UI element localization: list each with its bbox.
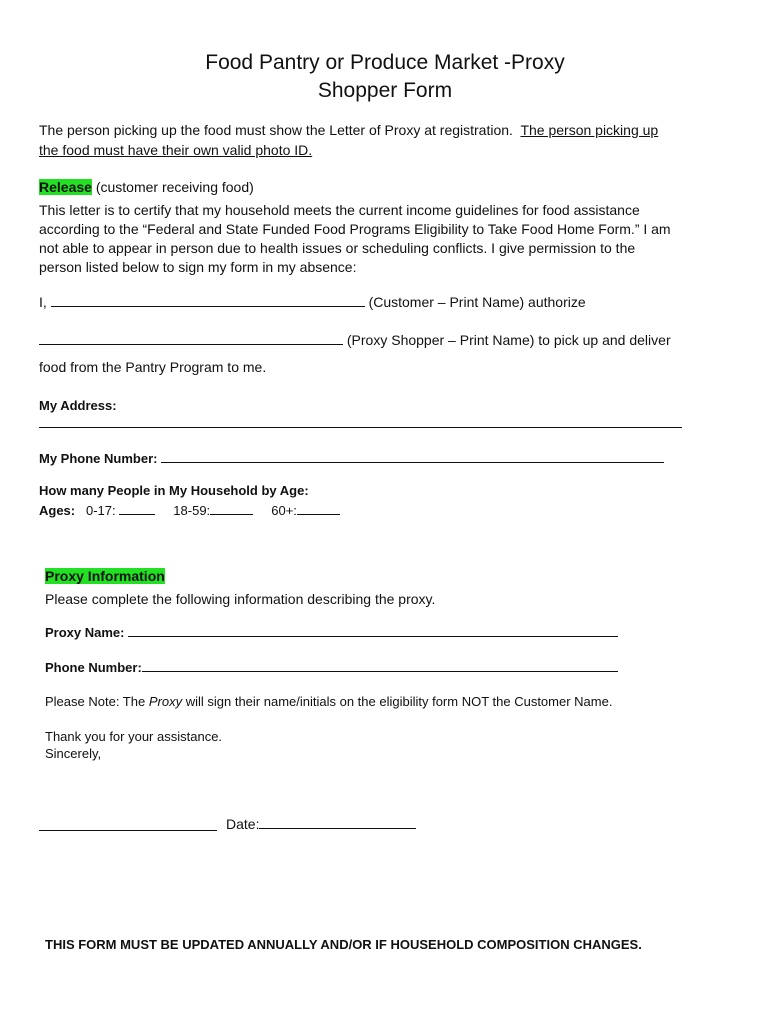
age-group-0-17-label: 0-17: <box>85 503 116 518</box>
proxy-phone-label: Phone Number: <box>45 660 142 675</box>
ages-label: Ages: <box>39 503 76 518</box>
release-line-2: according to the “Federal and State Funded Food Programs Eligibility to Take Food Home Form.” I am <box>39 221 671 237</box>
customer-authorization-row <box>39 292 586 312</box>
proxy-note <box>45 693 612 711</box>
date-label: Date: <box>226 816 260 832</box>
release-line-3: not able to appear in person due to health issues or scheduling conflicts. I give permission to the <box>39 240 636 256</box>
intro-text: The person picking up the food must show the Letter of Proxy at registration. <box>39 122 513 138</box>
ages-row <box>39 502 340 520</box>
address-label: My Address: <box>39 398 117 413</box>
address-field[interactable] <box>39 427 682 428</box>
release-line-4: person listed below to sign my form in my absence: <box>39 259 357 275</box>
footer-notice: THIS FORM MUST BE UPDATED ANNUALLY AND/OR IF HOUSEHOLD COMPOSITION CHANGES. <box>45 937 642 952</box>
intro-photo-id-note-1: The person picking up <box>520 122 659 138</box>
age-group-60-plus-label: 60+: <box>271 503 297 518</box>
proxy-name-label: Proxy Name: <box>45 625 125 640</box>
age-group-18-59-label: 18-59: <box>173 503 211 518</box>
age-group-60-plus-field[interactable] <box>297 502 340 515</box>
proxy-shopper-name-field[interactable] <box>39 330 343 345</box>
release-header <box>39 178 254 197</box>
page-title-line2: Shopper Form <box>317 79 453 102</box>
proxy-note-italic: Proxy <box>148 694 183 709</box>
release-subheading: (customer receiving food) <box>95 179 254 195</box>
closing-thanks: Thank you for your assistance. <box>45 729 223 744</box>
intro-photo-id-note-2: the food must have their own valid photo ID. <box>39 142 313 158</box>
proxy-name-row <box>45 624 618 642</box>
date-field[interactable] <box>259 815 416 829</box>
proxy-shopper-name-label: (Proxy Shopper – Print Name) to pick up and deliver <box>346 332 671 348</box>
release-line-1: This letter is to certify that my household meets the current income guidelines for food assistance <box>39 202 640 218</box>
closing-sincerely: Sincerely, <box>45 746 102 761</box>
age-group-0-17-field[interactable] <box>119 502 155 515</box>
proxy-note-prefix: Please Note: The <box>45 694 146 709</box>
customer-name-field[interactable] <box>51 292 365 307</box>
intro-line1 <box>39 121 658 140</box>
phone-label: My Phone Number: <box>39 451 158 466</box>
proxy-note-suffix: will sign their name/initials on the eligibility form NOT the Customer Name. <box>185 694 613 709</box>
authorization-prefix: I, <box>39 294 47 310</box>
proxy-info-header <box>45 567 165 586</box>
customer-name-label: (Customer – Print Name) authorize <box>368 294 586 310</box>
authorization-continuation: food from the Pantry Program to me. <box>39 359 267 375</box>
proxy-info-heading: Proxy Information <box>45 568 165 584</box>
proxy-authorization-row <box>39 330 671 350</box>
date-row <box>226 815 416 834</box>
phone-field[interactable] <box>161 450 664 463</box>
signature-field[interactable] <box>39 830 217 831</box>
proxy-info-instructions: Please complete the following information describing the proxy. <box>45 591 436 607</box>
proxy-name-field[interactable] <box>128 624 618 637</box>
phone-row <box>39 450 664 468</box>
age-group-18-59-field[interactable] <box>210 502 253 515</box>
page-title-line1: Food Pantry or Produce Market -Proxy <box>205 51 565 74</box>
proxy-phone-row <box>45 659 618 677</box>
household-label: How many People in My Household by Age: <box>39 483 309 498</box>
release-heading: Release <box>39 179 92 195</box>
proxy-phone-field[interactable] <box>142 659 618 672</box>
